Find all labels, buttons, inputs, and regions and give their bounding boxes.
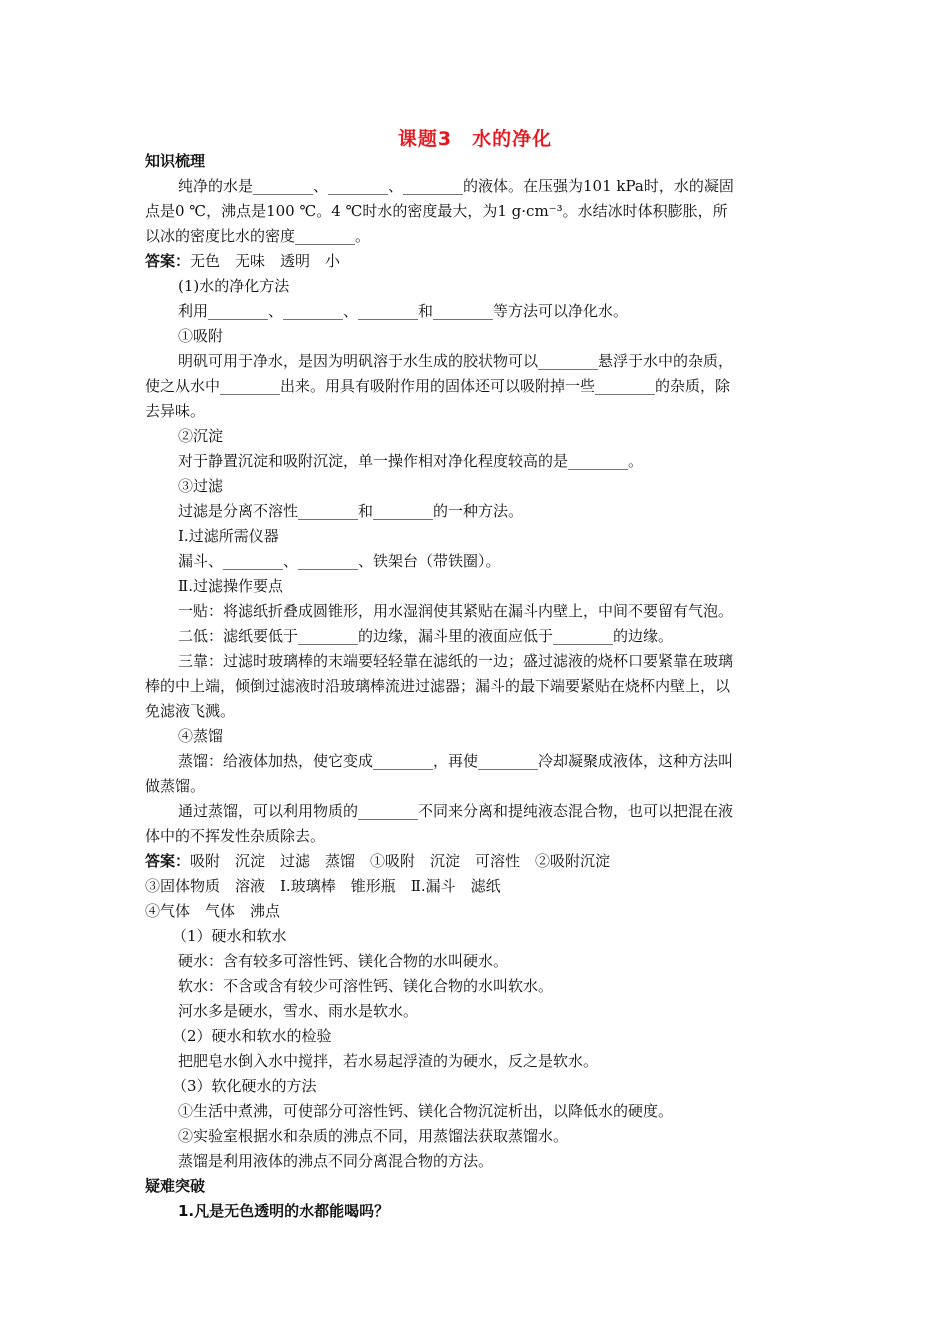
paragraph-line: 纯净的水是________、________、________的液体。在压强为101 kPa时，水的凝固 [178, 177, 734, 195]
answer-line-1 [145, 252, 815, 270]
section-heading-difficult: 疑难突破 [145, 1177, 206, 1195]
paragraph-line: 点是0 ℃，沸点是100 ℃。4 ℃时水的密度最大，为1 g·cm⁻³。水结冰时体积膨胀，所 [145, 202, 728, 220]
page-title: 课题3 水的净化 [397, 128, 553, 150]
paragraph-line: 体中的不挥发性杂质除去。 [145, 827, 326, 845]
paragraph-line: 以冰的密度比水的密度________。 [145, 227, 371, 245]
paragraph-line: 明矾可用于净水，是因为明矾溶于水生成的胶状物可以________悬浮于水中的杂质， [178, 352, 734, 370]
paragraph-line: 蒸馏：给液体加热，使它变成________，再使________冷却凝聚成液体，这种方法叫 [178, 752, 734, 770]
subheading: ①吸附 [178, 327, 224, 345]
paragraph-line: ①生活中煮沸，可使部分可溶性钙、镁化合物沉淀析出，以降低水的硬度。 [178, 1102, 674, 1120]
paragraph-line: 做蒸馏。 [145, 777, 206, 795]
subheading: ③过滤 [178, 477, 224, 495]
paragraph-line: 把肥皂水倒入水中搅拌，若水易起浮渣的为硬水，反之是软水。 [178, 1052, 599, 1070]
answer-line-2 [145, 852, 815, 870]
subheading: Ⅱ.过滤操作要点 [178, 577, 283, 595]
subheading: ④蒸馏 [178, 727, 224, 745]
paragraph-line: 河水多是硬水，雪水、雨水是软水。 [178, 1002, 419, 1020]
paragraph-line: 免滤液飞溅。 [145, 702, 236, 720]
answer-text: 吸附 沉淀 过滤 蒸馏 ①吸附 沉淀 可溶性 ②吸附沉淀 [190, 852, 611, 870]
subheading: （1）硬水和软水 [172, 927, 287, 945]
paragraph-line: 使之从水中________出来。用具有吸附作用的固体还可以吸附掉一些________的杂质，除 [145, 377, 731, 395]
paragraph-line: 一贴：将滤纸折叠成圆锥形，用水湿润使其紧贴在漏斗内壁上，中间不要留有气泡。 [178, 602, 734, 620]
paragraph-line: ②实验室根据水和杂质的沸点不同，用蒸馏法获取蒸馏水。 [178, 1127, 569, 1145]
paragraph-line: 软水：不含或含有较少可溶性钙、镁化合物的水叫软水。 [178, 977, 554, 995]
paragraph-line: 硬水：含有较多可溶性钙、镁化合物的水叫硬水。 [178, 952, 509, 970]
answer-label: 答案： [145, 852, 191, 870]
section-heading-knowledge: 知识梳理 [145, 152, 206, 170]
subheading: （3）软化硬水的方法 [172, 1077, 317, 1095]
paragraph-line: 去异味。 [145, 402, 206, 420]
paragraph-line: 过滤是分离不溶性________和________的一种方法。 [178, 502, 524, 520]
answer-text: 无色 无味 透明 小 [190, 252, 341, 270]
paragraph-line: 二低：滤纸要低于________的边缘，漏斗里的液面应低于________的边缘。 [178, 627, 674, 645]
paragraph-line: 三靠：过滤时玻璃棒的末端要轻轻靠在滤纸的一边；盛过滤液的烧杯口要紧靠在玻璃 [178, 652, 734, 670]
paragraph-line: 漏斗、________、________、铁架台（带铁圈）。 [178, 552, 501, 570]
subheading: （2）硬水和软水的检验 [172, 1027, 332, 1045]
paragraph-line: 通过蒸馏，可以利用物质的________不同来分离和提纯液态混合物，也可以把混在液 [178, 802, 734, 820]
paragraph-line: 蒸馏是利用液体的沸点不同分离混合物的方法。 [178, 1152, 494, 1170]
paragraph-line: 棒的中上端，倾倒过滤液时沿玻璃棒流进过滤器；漏斗的最下端要紧贴在烧杯内壁上，以 [145, 677, 731, 695]
answer-continuation: ④气体 气体 沸点 [145, 902, 281, 920]
question-heading: 1.凡是无色透明的水都能喝吗？ [178, 1202, 390, 1220]
subheading: Ⅰ.过滤所需仪器 [178, 527, 279, 545]
subheading: ②沉淀 [178, 427, 224, 445]
answer-continuation: ③固体物质 溶液 Ⅰ.玻璃棒 锥形瓶 Ⅱ.漏斗 滤纸 [145, 877, 501, 895]
paragraph-line: 利用________、________、________和________等方法可以净化水。 [178, 302, 629, 320]
answer-label: 答案： [145, 252, 191, 270]
subheading: (1)水的净化方法 [178, 277, 290, 295]
paragraph-line: 对于静置沉淀和吸附沉淀，单一操作相对净化程度较高的是________。 [178, 452, 644, 470]
